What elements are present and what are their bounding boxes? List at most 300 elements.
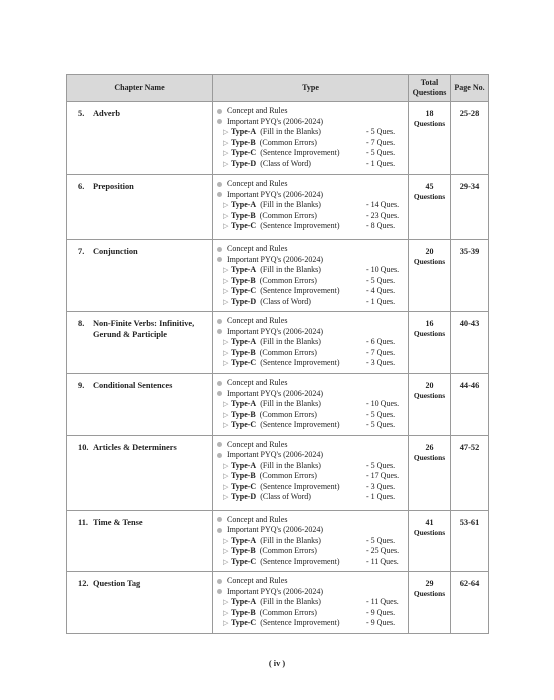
type-description: (Class of Word) (260, 296, 311, 306)
total-count: 16 (425, 319, 434, 328)
total-questions-cell (409, 510, 451, 572)
arrow-icon: ▷ (223, 128, 229, 136)
pyq-item (217, 190, 406, 201)
pyq-item (217, 255, 406, 266)
chapter-cell (67, 102, 213, 175)
type-question-count: - 5 Ques. (366, 148, 396, 157)
type-description: (Common Errors) (259, 409, 317, 419)
pyq-label: Important PYQ's (2006-2024) (227, 116, 324, 126)
arrow-icon: ▷ (223, 348, 229, 357)
page-range: 44-46 (451, 374, 489, 436)
type-name (231, 482, 366, 493)
type-question-count: - 5 Ques. (366, 420, 396, 429)
type-code: Type-C (231, 481, 257, 491)
arrow-icon: ▷ (223, 472, 229, 480)
type-name (231, 138, 366, 149)
chapter-number: 10. (78, 442, 89, 452)
type-code: Type-B (231, 347, 256, 357)
type-description: (Fill in the Blanks) (260, 200, 321, 209)
type-description: (Fill in the Blanks) (260, 399, 321, 408)
type-question-count: - 7 Ques. (366, 137, 396, 147)
questions-label: Questions (413, 527, 446, 537)
page-range: 40-43 (451, 312, 489, 374)
type-name (231, 410, 366, 421)
page-range: 47-52 (451, 435, 489, 510)
type-cell (213, 374, 409, 436)
arrow-icon: ▷ (223, 159, 229, 168)
chapter-number: 6. (78, 182, 85, 191)
type-description: (Sentence Improvement) (260, 618, 340, 627)
type-item (217, 471, 406, 482)
type-question-count: - 25 Ques. (366, 546, 400, 555)
total-count: 18 (425, 109, 434, 118)
type-question-count: - 1 Ques. (366, 492, 396, 501)
pyq-item (217, 450, 406, 461)
type-description: (Fill in the Blanks) (260, 265, 321, 274)
type-question-count: - 4 Ques. (366, 286, 396, 295)
bullet-icon (217, 589, 222, 594)
chapter-number: 5. (78, 109, 85, 118)
type-item (217, 492, 406, 503)
type-code: Type-C (231, 420, 257, 429)
type-code: Type-A (231, 200, 257, 209)
type-question-count: - 6 Ques. (366, 337, 396, 346)
bullet-icon (217, 192, 222, 197)
chapter-title: Articles & Determiners (93, 442, 177, 452)
concept-rules-label: Concept and Rules (227, 316, 288, 325)
type-name (231, 265, 366, 276)
type-code: Type-B (231, 210, 256, 220)
chapter-row (67, 374, 489, 436)
arrow-icon: ▷ (223, 287, 229, 295)
type-question-count: - 3 Ques. (366, 481, 396, 491)
total-questions-cell (409, 312, 451, 374)
chapter-cell (67, 510, 213, 572)
type-code: Type-B (231, 546, 256, 555)
type-code: Type-A (231, 265, 257, 274)
pyq-label: Important PYQ's (2006-2024) (227, 586, 324, 596)
chapter-title: Preposition (93, 182, 134, 191)
bullet-icon (217, 442, 222, 447)
chapter-number: 9. (78, 381, 85, 390)
type-cell (213, 240, 409, 312)
type-code: Type-A (231, 337, 257, 346)
type-item (217, 265, 406, 276)
questions-label: Questions (413, 329, 446, 338)
type-code: Type-D (231, 296, 257, 306)
type-name (231, 608, 366, 619)
type-description: (Sentence Improvement) (260, 221, 340, 230)
chapter-cell (67, 572, 213, 634)
type-item (217, 127, 406, 138)
pyq-label: Important PYQ's (2006-2024) (227, 450, 324, 459)
bullet-icon (217, 579, 222, 584)
chapter-row (67, 510, 489, 572)
chapter-cell (67, 240, 213, 312)
arrow-icon: ▷ (223, 598, 229, 606)
bullet-icon (217, 528, 222, 533)
type-name (231, 221, 366, 232)
bullet-icon (217, 109, 222, 114)
type-description: (Sentence Improvement) (260, 420, 340, 429)
total-count: 20 (425, 381, 434, 390)
type-item (217, 557, 406, 568)
arrow-icon: ▷ (223, 608, 229, 617)
type-name (231, 557, 366, 568)
type-description: (Fill in the Blanks) (260, 597, 321, 606)
type-question-count: - 9 Ques. (366, 607, 396, 617)
page-range: 29-34 (451, 175, 489, 240)
chapter-title: Question Tag (93, 579, 141, 588)
questions-label: Questions (413, 391, 446, 400)
chapter-title-line (78, 246, 208, 257)
type-cell (213, 572, 409, 634)
type-code: Type-C (231, 148, 257, 157)
bullet-icon (217, 391, 222, 396)
bullet-icon (217, 381, 222, 386)
type-cell (213, 312, 409, 374)
type-item (217, 597, 406, 608)
pyq-item (217, 587, 406, 598)
contents-body (67, 102, 489, 634)
concept-rules-item (217, 316, 406, 327)
type-name (231, 211, 366, 222)
type-description: (Common Errors) (259, 137, 317, 147)
type-name (231, 348, 366, 359)
type-item (217, 138, 406, 149)
chapter-number: 11. (78, 517, 89, 527)
chapter-title-line (78, 108, 208, 119)
chapter-cell (67, 175, 213, 240)
type-code: Type-C (231, 358, 257, 367)
type-name (231, 286, 366, 297)
type-item (217, 608, 406, 619)
arrow-icon: ▷ (223, 461, 229, 470)
type-code: Type-B (231, 137, 256, 147)
concept-rules-item (217, 244, 406, 255)
arrow-icon: ▷ (223, 222, 229, 230)
type-code: Type-D (231, 158, 257, 168)
chapter-title: Adverb (93, 109, 120, 118)
concept-rules-label: Concept and Rules (227, 244, 288, 253)
chapter-cell (67, 374, 213, 436)
page-range: 35-39 (451, 240, 489, 312)
bullet-icon (217, 517, 222, 522)
type-name (231, 276, 366, 287)
type-question-count: - 5 Ques. (366, 409, 396, 419)
chapter-cell (67, 435, 213, 510)
questions-label: Questions (413, 192, 446, 201)
type-code: Type-B (231, 607, 256, 617)
questions-label: Questions (413, 589, 446, 598)
type-description: (Sentence Improvement) (260, 358, 340, 367)
type-cell (213, 175, 409, 240)
type-code: Type-A (231, 535, 257, 545)
type-item (217, 482, 406, 493)
type-item (217, 286, 406, 297)
arrow-icon: ▷ (223, 201, 229, 209)
type-name (231, 471, 366, 482)
bullet-icon (217, 257, 222, 262)
type-name (231, 546, 366, 557)
type-description: (Fill in the Blanks) (260, 535, 321, 545)
type-item (217, 546, 406, 557)
chapter-title-line (78, 517, 208, 528)
chapter-row (67, 175, 489, 240)
chapter-title: Conjunction (93, 247, 138, 256)
type-question-count: - 7 Ques. (366, 347, 396, 357)
arrow-icon: ▷ (223, 338, 229, 346)
chapter-number: 12. (78, 579, 89, 588)
type-name (231, 337, 366, 348)
type-name (231, 200, 366, 211)
arrow-icon: ▷ (223, 619, 229, 627)
type-name (231, 358, 366, 369)
type-item (217, 211, 406, 222)
header-chapter-name: Chapter Name (67, 75, 213, 102)
arrow-icon: ▷ (223, 410, 229, 419)
type-question-count: - 10 Ques. (366, 265, 400, 274)
type-name (231, 159, 366, 170)
type-item (217, 399, 406, 410)
header-row (67, 75, 489, 102)
contents-table (66, 74, 489, 634)
type-question-count: - 5 Ques. (366, 460, 396, 470)
type-question-count: - 1 Ques. (366, 296, 396, 306)
total-questions-cell (409, 374, 451, 436)
concept-rules-label: Concept and Rules (227, 179, 288, 188)
chapter-row (67, 572, 489, 634)
total-count: 45 (425, 182, 434, 191)
total-count: 29 (425, 579, 434, 588)
page-range: 62-64 (451, 572, 489, 634)
type-code: Type-A (231, 399, 257, 408)
concept-rules-label: Concept and Rules (227, 378, 288, 387)
type-code: Type-B (231, 275, 256, 285)
type-item (217, 410, 406, 421)
type-code: Type-B (231, 409, 256, 419)
type-description: (Common Errors) (259, 607, 317, 617)
arrow-icon: ▷ (223, 557, 229, 566)
type-question-count: - 8 Ques. (366, 221, 396, 230)
type-code: Type-A (231, 127, 257, 136)
total-questions-cell (409, 240, 451, 312)
type-item (217, 618, 406, 629)
arrow-icon: ▷ (223, 297, 229, 306)
header-total-questions (409, 75, 451, 102)
chapter-title: Non-Finite Verbs: Infinitive, (93, 319, 195, 328)
total-questions-cell (409, 175, 451, 240)
type-description: (Common Errors) (259, 546, 317, 555)
type-item (217, 358, 406, 369)
type-question-count: - 5 Ques. (366, 127, 396, 136)
arrow-icon: ▷ (223, 276, 229, 285)
type-name (231, 461, 366, 472)
type-code: Type-C (231, 556, 257, 566)
total-questions-cell (409, 572, 451, 634)
type-item (217, 461, 406, 472)
type-item (217, 148, 406, 159)
chapter-title-line (78, 442, 208, 453)
questions-label: Questions (413, 257, 446, 266)
pyq-label: Important PYQ's (2006-2024) (227, 525, 324, 534)
type-name (231, 618, 366, 629)
chapter-title-line (78, 181, 208, 192)
chapter-cell (67, 312, 213, 374)
type-question-count: - 11 Ques. (366, 556, 399, 566)
type-question-count: - 5 Ques. (366, 275, 396, 285)
arrow-icon: ▷ (223, 266, 229, 274)
questions-label: Questions (413, 452, 446, 462)
type-question-count: - 10 Ques. (366, 399, 400, 408)
total-questions-cell (409, 102, 451, 175)
arrow-icon: ▷ (223, 400, 229, 408)
chapter-title: Conditional Sentences (93, 381, 173, 390)
type-name (231, 148, 366, 159)
bullet-icon (217, 319, 222, 324)
type-name (231, 297, 366, 308)
arrow-icon: ▷ (223, 536, 229, 545)
header-total-line2: Questions (412, 88, 447, 97)
concept-rules-item (217, 106, 406, 117)
pyq-label: Important PYQ's (2006-2024) (227, 189, 324, 199)
bullet-icon (217, 247, 222, 252)
total-count: 41 (425, 517, 434, 527)
type-code: Type-A (231, 597, 257, 606)
type-item (217, 200, 406, 211)
total-count: 20 (425, 247, 434, 256)
arrow-icon: ▷ (223, 493, 229, 501)
type-item (217, 159, 406, 170)
bullet-icon (217, 329, 222, 334)
type-cell (213, 435, 409, 510)
type-description: (Class of Word) (260, 158, 311, 168)
type-question-count: - 17 Ques. (366, 471, 400, 480)
header-page-no: Page No. (451, 75, 489, 102)
type-code: Type-C (231, 221, 257, 230)
chapter-row (67, 312, 489, 374)
type-item (217, 348, 406, 359)
concept-rules-item (217, 576, 406, 587)
chapter-number: 7. (78, 247, 85, 256)
type-question-count: - 5 Ques. (366, 535, 396, 545)
pyq-label: Important PYQ's (2006-2024) (227, 254, 324, 264)
type-name (231, 492, 366, 503)
questions-label: Questions (413, 119, 446, 128)
type-item (217, 276, 406, 287)
type-description: (Sentence Improvement) (260, 286, 340, 295)
type-name (231, 536, 366, 547)
page-number-footer: ( iv ) (268, 659, 286, 668)
concept-rules-label: Concept and Rules (227, 106, 288, 115)
type-code: Type-A (231, 460, 257, 470)
type-description: (Common Errors) (259, 210, 317, 220)
chapter-title-line (78, 380, 208, 391)
type-item (217, 420, 406, 431)
chapter-title-continued: Gerund & Participle (93, 330, 167, 339)
arrow-icon: ▷ (223, 359, 229, 367)
type-description: (Fill in the Blanks) (260, 337, 321, 346)
type-question-count: - 1 Ques. (366, 158, 396, 168)
bullet-icon (217, 119, 222, 124)
type-question-count: - 14 Ques. (366, 200, 400, 209)
header-total-line1: Total (420, 78, 439, 87)
pyq-item (217, 117, 406, 128)
concept-rules-label: Concept and Rules (227, 576, 288, 585)
type-description: (Common Errors) (259, 275, 317, 285)
type-item (217, 221, 406, 232)
type-description: (Fill in the Blanks) (260, 460, 321, 470)
type-question-count: - 23 Ques. (366, 210, 400, 220)
chapter-row (67, 102, 489, 175)
concept-rules-label: Concept and Rules (227, 514, 288, 524)
pyq-item (217, 525, 406, 536)
bullet-icon (217, 182, 222, 187)
concept-rules-item (217, 378, 406, 389)
arrow-icon: ▷ (223, 149, 229, 157)
page-range: 53-61 (451, 510, 489, 572)
arrow-icon: ▷ (223, 482, 229, 491)
chapter-title-line (78, 578, 208, 589)
arrow-icon: ▷ (223, 211, 229, 220)
type-name (231, 420, 366, 431)
type-description: (Class of Word) (260, 492, 311, 501)
pyq-label: Important PYQ's (2006-2024) (227, 388, 324, 398)
type-name (231, 127, 366, 138)
pyq-item (217, 389, 406, 400)
type-item (217, 536, 406, 547)
type-description: (Common Errors) (259, 471, 317, 480)
total-questions-cell (409, 435, 451, 510)
type-code: Type-C (231, 286, 257, 295)
type-description: (Common Errors) (259, 347, 317, 357)
type-description: (Sentence Improvement) (260, 148, 340, 157)
chapter-title-line (78, 318, 208, 329)
arrow-icon: ▷ (223, 421, 229, 429)
pyq-item (217, 327, 406, 338)
type-code: Type-D (231, 492, 257, 501)
type-description: (Sentence Improvement) (260, 481, 340, 491)
type-code: Type-C (231, 618, 257, 627)
total-count: 26 (425, 442, 434, 452)
chapter-row (67, 240, 489, 312)
chapter-title: Time & Tense (93, 517, 143, 527)
concept-rules-item (217, 440, 406, 451)
concept-rules-item (217, 515, 406, 526)
type-item (217, 297, 406, 308)
type-description: (Fill in the Blanks) (260, 127, 321, 136)
concept-rules-label: Concept and Rules (227, 439, 288, 449)
header-type: Type (213, 75, 409, 102)
bullet-icon (217, 453, 222, 458)
chapter-row (67, 435, 489, 510)
pyq-label: Important PYQ's (2006-2024) (227, 326, 324, 336)
concept-rules-item (217, 179, 406, 190)
page-range: 25-28 (451, 102, 489, 175)
type-name (231, 399, 366, 410)
type-code: Type-B (231, 471, 256, 480)
type-description: (Sentence Improvement) (260, 556, 340, 566)
type-cell (213, 510, 409, 572)
type-question-count: - 11 Ques. (366, 597, 399, 606)
chapter-number: 8. (78, 319, 85, 328)
arrow-icon: ▷ (223, 138, 229, 147)
type-name (231, 597, 366, 608)
arrow-icon: ▷ (223, 547, 229, 555)
type-question-count: - 3 Ques. (366, 358, 396, 367)
type-question-count: - 9 Ques. (366, 618, 396, 627)
type-item (217, 337, 406, 348)
